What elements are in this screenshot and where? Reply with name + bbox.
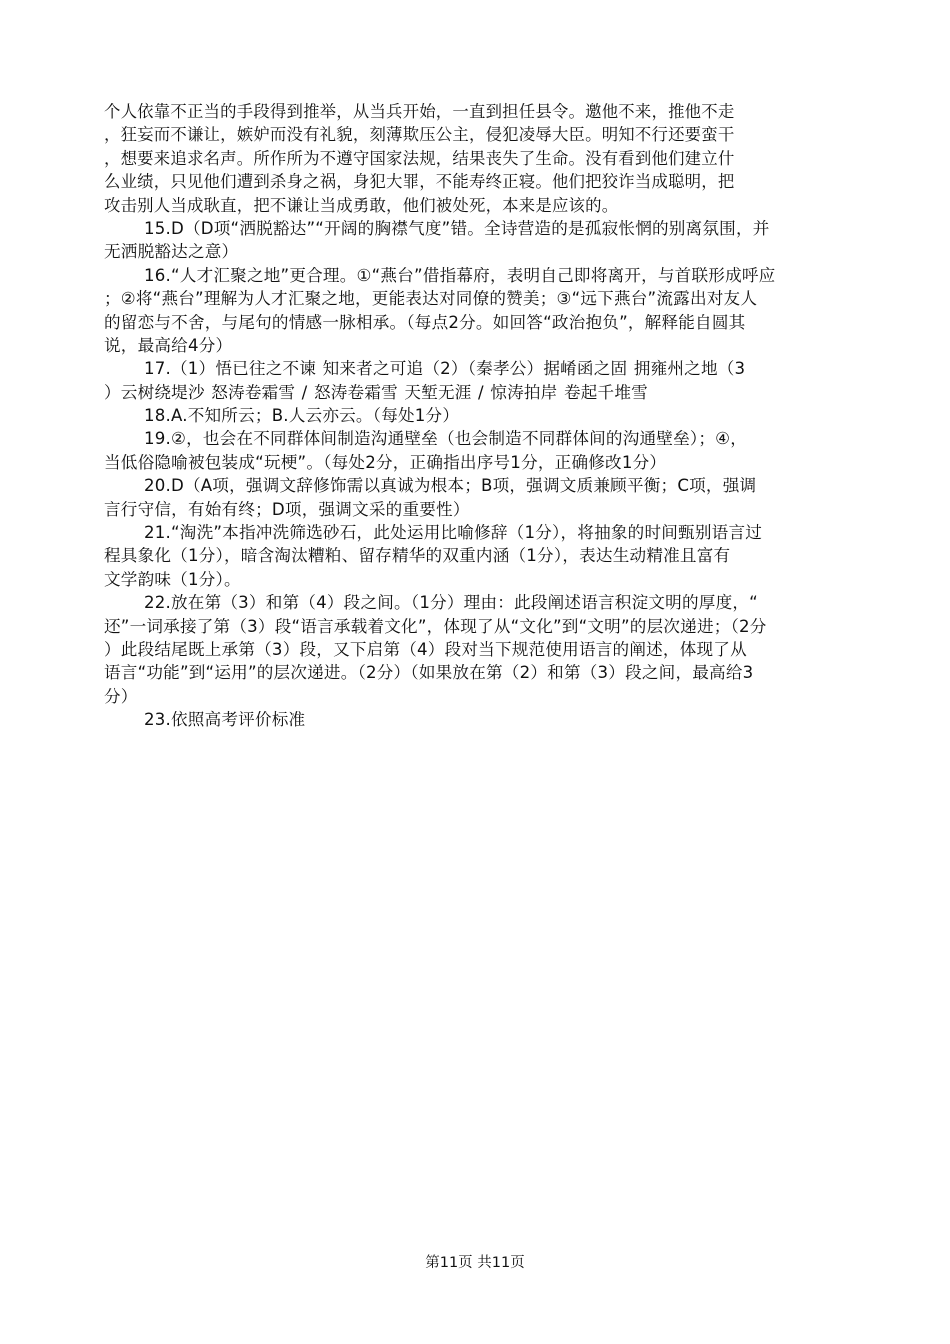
- translation-line: 攻击别人当成耿直，把不谦让当成勇敢，他们被处死，本来是应该的。: [104, 195, 619, 215]
- answer-line: 无洒脱豁达之意）: [104, 242, 239, 262]
- page-number-footer: 第11页 共11页: [425, 1255, 525, 1271]
- translation-line: 么业绩，只见他们遭到杀身之祸，身犯大罪，不能寿终正寝。他们把狡诈当成聪明，把: [104, 172, 735, 192]
- answer-line: 23.依照高考评价标准: [144, 710, 306, 730]
- answer-line: 17.（1）悟已往之不谏 知来者之可追（2）（秦孝公）据崤函之固 拥雍州之地（3: [144, 359, 746, 379]
- answer-19: [104, 427, 852, 474]
- answer-17: [104, 357, 852, 404]
- translation-line: 个人依靠不正当的手段得到推举，从当兵开始，一直到担任县令。邀他不来，推他不走: [104, 102, 735, 121]
- answer-line: 语言“功能”到“运用”的层次递进。（2分）（如果放在第（2）和第（3）段之间，最高给3: [104, 663, 754, 683]
- answer-15: [104, 217, 852, 264]
- answer-line: 18.A.不知所云；B.人云亦云。（每处1分）: [144, 406, 460, 426]
- answer-line: 19.②，也会在不同群体间制造沟通壁垒（也会制造不同群体间的沟通壁垒）；④，: [144, 429, 748, 449]
- answer-line: 言行守信，有始有终；D项，强调文采的重要性）: [104, 499, 470, 519]
- answer-line: 的留恋与不舍，与尾句的情感一脉相承。（每点2分。如回答“政治抱负”，解释能自圆其: [104, 312, 746, 332]
- answer-line: 22.放在第（3）和第（4）段之间。（1分）理由：此段阐述语言积淀文明的厚度，“: [144, 593, 758, 613]
- answer-16: [104, 264, 852, 358]
- answer-21: [104, 521, 852, 591]
- answer-22: [104, 591, 852, 708]
- answer-23: [104, 708, 852, 731]
- answer-20: [104, 474, 852, 521]
- answer-line: 程具象化（1分），暗含淘汰糟粕、留存精华的双重内涵（1分），表达生动精准且富有: [104, 546, 731, 566]
- translation-line: ，狂妄而不谦让，嫉妒而没有礼貌，刻薄欺压公主，侵犯凌辱大臣。明知不行还要蛮干: [104, 125, 735, 145]
- answer-18: [104, 404, 852, 427]
- translation-line: ，想要来追求名声。所作所为不遵守国家法规，结果丧失了生命。没有看到他们建立什: [104, 148, 735, 168]
- answer-line: 20.D（A项，强调文辞修饰需以真诚为根本；B项，强调文质兼顾平衡；C项，强调: [144, 476, 757, 496]
- answer-line: 当低俗隐喻被包装成“玩梗”。（每处2分，正确指出序号1分，正确修改1分）: [104, 452, 667, 472]
- answer-line: ）此段结尾既上承第（3）段，又下启第（4）段对当下规范使用语言的阐述，体现了从: [104, 639, 747, 659]
- answer-line: 分）: [104, 686, 138, 706]
- answer-line: ；②将“燕台”理解为人才汇聚之地，更能表达对同僚的赞美；③“远下燕台”流露出对友人: [104, 289, 758, 309]
- answer-line: 16.“人才汇聚之地”更合理。①“燕台”借指幕府，表明自己即将离开，与首联形成呼应: [144, 265, 776, 285]
- answer-line: ）云树绕堤沙 怒涛卷霜雪 / 怒涛卷霜雪 天堑无涯 / 惊涛拍岸 卷起千堆雪: [104, 382, 648, 402]
- answer-line: 还”一词承接了第（3）段“语言承载着文化”，体现了从“文化”到“文明”的层次递进；（2分: [104, 616, 767, 636]
- answer-line: 21.“淘洗”本指冲洗筛选砂石，此处运用比喻修辞（1分），将抽象的时间甄别语言过: [144, 523, 763, 543]
- answer-line: 说，最高给4分）: [104, 335, 233, 355]
- translation-paragraph: [104, 100, 852, 217]
- answer-line: 文学韵味（1分）。: [104, 569, 241, 589]
- answer-key-body: [104, 100, 852, 732]
- answer-line: 15.D（D项“洒脱豁达”“开阔的胸襟气度”错。全诗营造的是孤寂怅惘的别离氛围，并: [144, 218, 770, 238]
